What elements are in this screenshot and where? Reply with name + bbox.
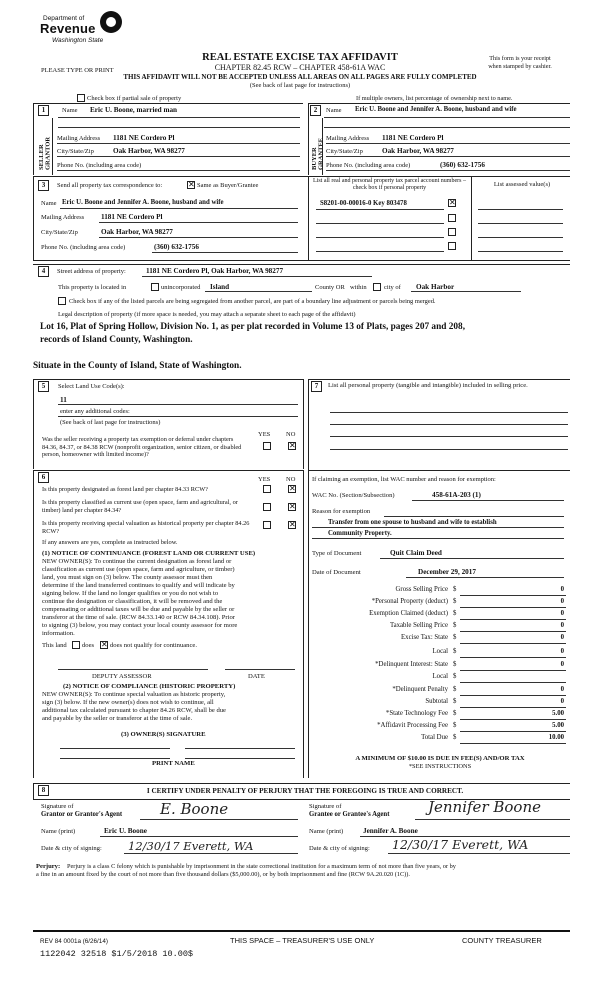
- doc-date-label: Date of Document: [312, 569, 361, 576]
- notice1-line-2: classification as current use (open space, farm and agriculture, or timber): [42, 566, 235, 573]
- personal-property-line-3: [330, 436, 568, 437]
- minimum-fee-note: A MINIMUM OF $10.00 IS DUE IN FEE(S) AND/OR TAX: [355, 755, 525, 762]
- notice1-line-7: compensating or additional taxes will be due and payable by the seller or: [42, 606, 235, 613]
- fee-value[interactable]: 0: [560, 648, 564, 655]
- parcel-header: List all real and personal property tax parcel account numbers – check box if personal property: [313, 178, 466, 192]
- sec3-divider-2: [471, 176, 472, 260]
- sec8-top-rule: [33, 783, 570, 784]
- sec5-top-rule: [33, 379, 303, 380]
- fee-label: Local: [432, 648, 448, 655]
- city-line: [411, 291, 521, 292]
- additional-codes-label: enter any additional codes:: [60, 408, 130, 415]
- fee-underline: [460, 595, 566, 596]
- parcel-line-2: [316, 223, 444, 224]
- fee-currency: $: [453, 648, 457, 655]
- parcel-1-personal-checkbox[interactable]: ✕: [449, 198, 456, 207]
- fee-value[interactable]: 5.00: [552, 722, 564, 729]
- fee-label: Exemption Claimed (deduct): [369, 610, 448, 617]
- fee-label: *Personal Property (deduct): [371, 598, 448, 605]
- grantor-name[interactable]: Eric U. Boone: [104, 827, 147, 835]
- correspondence-mailing[interactable]: 1181 NE Cordero Pl: [101, 213, 163, 221]
- deputy-assessor-line: [58, 669, 208, 670]
- wac-line: [412, 500, 564, 501]
- fee-currency: $: [453, 661, 457, 668]
- seller-name[interactable]: Eric U. Boone, married man: [90, 106, 178, 114]
- sec6-top-rule: [33, 470, 303, 471]
- buyer-name[interactable]: Eric U. Boone and Jennifer A. Boone, husband and wife: [355, 106, 517, 113]
- fee-value[interactable]: 10.00: [548, 734, 564, 741]
- notice2-line-3: additional tax calculated pursuant to chapter 84.26 RCW, shall be due: [42, 707, 226, 714]
- print-name-line-1: [60, 758, 170, 759]
- sec3-mailing-label: Mailing Address: [41, 214, 85, 221]
- notice1-line-9: to signing (3) below, you may contact your local county assessor for more: [42, 622, 238, 629]
- forest-no-checkbox[interactable]: ✕: [289, 484, 296, 493]
- notice1-line-3: land, you must sign on (3) below. The county assessor must then: [42, 574, 213, 581]
- fee-value[interactable]: 0: [560, 686, 564, 693]
- seller-mailing[interactable]: 1181 NE Cordero Pl: [113, 134, 175, 142]
- sec1-phone-label: Phone No. (including area code): [57, 162, 142, 169]
- personal-property-label: List all personal property (tangible and intangible) included in selling price.: [328, 382, 528, 389]
- notice1-line-4: determine if the land transferred continues to qualify and will indicate by: [42, 582, 235, 589]
- county-or-label: County OR: [315, 284, 345, 291]
- wac-number[interactable]: 458-61A-203 (1): [432, 491, 481, 499]
- grantor-date-label: Date & city of signing:: [41, 845, 102, 852]
- forest-land-question: Is this property designated as forest land per chapter 84.33 RCW?: [42, 486, 208, 493]
- seller-city-line: [57, 156, 300, 157]
- county-treasurer-label: COUNTY TREASURER: [462, 936, 542, 945]
- form-revision: REV 84 0001a (6/26/14): [40, 938, 108, 945]
- sec6-no-header: NO: [286, 476, 296, 483]
- buyer-phone[interactable]: (360) 632-1756: [440, 161, 485, 169]
- fee-value[interactable]: 0: [560, 661, 564, 668]
- fee-currency: $: [453, 734, 457, 741]
- sec3-divider: [308, 176, 309, 260]
- sec4-number: 4: [38, 266, 49, 277]
- sec3-city-label: City/State/Zip: [41, 229, 78, 236]
- buyer-city-line: [326, 156, 570, 157]
- notice1-line-10: information.: [42, 630, 75, 637]
- parcel-line-4: [316, 251, 444, 252]
- fee-table: [320, 586, 570, 746]
- sec2-side-divider: [322, 118, 323, 175]
- owner-signature-line-1: [60, 748, 170, 749]
- fee-underline: [460, 707, 566, 708]
- parcel-3-personal-checkbox[interactable]: [448, 228, 456, 236]
- grantor-sig-label-2: Grantor or Grantor's Agent: [41, 811, 123, 818]
- buyer-mailing[interactable]: 1181 NE Cordero Pl: [382, 134, 444, 142]
- page-title: REAL ESTATE EXCISE TAX AFFIDAVIT: [202, 52, 398, 63]
- perjury-label: Perjury:: [36, 863, 61, 870]
- grantee-sig-label-1: Signature of: [309, 803, 342, 810]
- sec3-number: 3: [38, 180, 49, 191]
- fee-label: *Delinquent Penalty: [392, 686, 448, 693]
- buyer-name-line-2: [324, 127, 570, 128]
- sec2-left-border: [308, 103, 309, 175]
- fee-underline: [460, 695, 566, 696]
- historic-no-checkbox[interactable]: ✕: [289, 520, 296, 529]
- fee-value[interactable]: 0: [560, 622, 564, 629]
- sec7-top-rule: [308, 379, 570, 380]
- fee-label: Total Due: [421, 734, 448, 741]
- recording-stamp: 1122042 32518 $1/5/2018 10.00$: [40, 949, 194, 959]
- sec3-bottom-rule: [33, 260, 570, 261]
- grantee-sig-label-2: Grantee or Grantee's Agent: [309, 811, 390, 818]
- unincorporated-label: unincorporated: [161, 284, 201, 291]
- personal-property-line-4: [330, 449, 568, 450]
- county-line: [205, 291, 312, 292]
- fee-currency: $: [453, 698, 457, 705]
- fee-underline: [460, 619, 566, 620]
- dept-line-2: Revenue: [40, 21, 96, 36]
- if-yes-note: If any answers are yes, complete as instructed below.: [42, 539, 178, 546]
- treasurer-space-label: THIS SPACE – TREASURER'S USE ONLY: [230, 936, 375, 945]
- fee-label: *Affidavit Processing Fee: [377, 722, 448, 729]
- property-county[interactable]: Island: [210, 283, 230, 291]
- parcel-2-personal-checkbox[interactable]: [448, 214, 456, 222]
- notice2-line-4: and payable by the seller or transferor at the time of sale.: [42, 715, 193, 722]
- does-not-label: does not qualify for continuance.: [110, 642, 197, 649]
- grantor-date-line: [124, 853, 298, 854]
- legal-description-line-1[interactable]: Lot 16, Plat of Spring Hollow, Division No. 1, as per plat recorded in Volume 13 of Plats, pages 207 and 208,: [40, 322, 466, 332]
- does-qualify-checkbox[interactable]: [72, 641, 80, 649]
- grantor-signature[interactable]: E. Boone: [160, 800, 229, 818]
- sec6-right-border: [303, 470, 304, 778]
- perjury-certification: I CERTIFY UNDER PENALTY OF PERJURY THAT THE FOREGOING IS TRUE AND CORRECT.: [146, 787, 464, 795]
- buyer-side-label: BUYER GRANTEE: [311, 137, 325, 170]
- exemption-reason-1[interactable]: Transfer from one spouse to husband and wife to establish: [328, 519, 497, 526]
- multiple-owners-note: If multiple owners, list percentage of ownership next to name.: [356, 95, 513, 102]
- sec7-number: 7: [311, 381, 322, 392]
- assessed-line-4: [478, 251, 563, 252]
- wac-label: WAC No. (Section/Subsection): [312, 492, 395, 499]
- receipt-note-1: This form is your receipt: [489, 55, 551, 62]
- fee-row: [320, 661, 570, 671]
- grantor-date-city[interactable]: 12/30/17 Everett, WA: [128, 839, 254, 853]
- notice1-line-8: transferor at the time of sale. (RCW 84.33.140 or RCW 84.34.108). Prior: [42, 614, 235, 621]
- fee-row: [320, 586, 570, 596]
- fee-value[interactable]: 0: [560, 610, 564, 617]
- current-use-question: Is this property classified as current use (open space, farm and agricultural, or timber) land per chapter 84.34?: [42, 499, 238, 514]
- sec3-phone-line: [152, 252, 298, 253]
- seller-name-line: [58, 117, 300, 118]
- parcel-line-3: [316, 237, 444, 238]
- fee-row: [320, 648, 570, 658]
- city-of-label: city of: [384, 284, 401, 291]
- does-not-qualify-checkbox[interactable]: ✕: [101, 640, 108, 649]
- sec8-left-border: [33, 783, 34, 799]
- land-use-label: Select Land Use Code(s):: [58, 383, 125, 390]
- sec5-left-border: [33, 379, 34, 469]
- partial-sale-label: Check box if partial sale of property: [87, 95, 182, 102]
- seller-name-line-2: [58, 127, 300, 128]
- perjury-text-2: a fine in an amount fixed by the court of not more than five thousand dollars ($5,000.00), or by both imprisonment and fine (RCW 9A.20.020 (1C)).: [36, 871, 410, 878]
- current-use-no-checkbox[interactable]: ✕: [289, 502, 296, 511]
- exemption-claim-label: If claiming an exemption, list WAC number and reason for exemption:: [312, 476, 496, 483]
- legal-description-label: Legal description of property (if more space is needed, you may attach a separate sheet to each page of the affidavit): [58, 311, 356, 318]
- fee-underline: [460, 670, 566, 671]
- notice2-title: (2) NOTICE OF COMPLIANCE (HISTORIC PROPERTY): [63, 683, 236, 690]
- notice1-line-6: continue the designation or classification, it will be removed and the: [42, 598, 223, 605]
- does-label: does: [82, 642, 95, 649]
- sec4-top-rule: [33, 264, 570, 265]
- grantor-sig-label-1: Signature of: [41, 803, 74, 810]
- fee-underline: [460, 719, 566, 720]
- fee-row: [320, 710, 570, 720]
- fee-label: Taxable Selling Price: [389, 622, 448, 629]
- assessed-line-3: [478, 237, 563, 238]
- doc-type-line: [380, 558, 564, 559]
- perjury-text-1: Perjury is a class C felony which is punishable by imprisonment in the state correctional institution for a maximum term of not more than five years, or by: [67, 863, 456, 870]
- deputy-assessor-label: DEPUTY ASSESSOR: [92, 673, 152, 680]
- partial-sale-checkbox[interactable]: [77, 94, 85, 102]
- see-instructions-note: *SEE INSTRUCTIONS: [408, 763, 472, 770]
- grantor-name-line: [100, 836, 298, 837]
- sec6-yes-header: YES: [258, 476, 271, 483]
- notice2-line-1: NEW OWNER(S): To continue special valuation as historic property,: [42, 691, 226, 698]
- fee-underline: [460, 731, 566, 732]
- grantee-sig-line: [415, 819, 570, 820]
- grantor-sig-line: [140, 819, 298, 820]
- sec5-see-back: (See back of last page for instructions): [60, 419, 161, 426]
- footer-rule: [33, 930, 570, 932]
- sec3-name-line: [60, 208, 298, 209]
- fee-row: [320, 722, 570, 732]
- sec1-top-rule: [33, 103, 303, 104]
- sec5-no-header: NO: [286, 431, 296, 438]
- dor-logo-mark-inner: [106, 17, 116, 27]
- grantee-name-label: Name (print): [309, 828, 344, 835]
- street-label: Street address of property:: [57, 268, 126, 275]
- fee-label: *Delinquent Interest: State: [375, 661, 448, 668]
- sec1-mailing-label: Mailing Address: [57, 135, 101, 142]
- correspondence-city[interactable]: Oak Harbor, WA 98277: [101, 228, 173, 236]
- sec3-mailing-line: [99, 222, 298, 223]
- sec3-phone-label: Phone No. (including area code): [41, 244, 126, 251]
- fee-value[interactable]: 0: [560, 598, 564, 605]
- located-in-label: This property is located in: [58, 284, 127, 291]
- fee-value[interactable]: 0: [560, 586, 564, 593]
- fee-currency: $: [453, 586, 457, 593]
- sec1-side-divider: [52, 118, 53, 175]
- sec2-number: 2: [310, 105, 321, 116]
- sec6-number: 6: [38, 472, 49, 483]
- sec1-left-border: [33, 103, 34, 175]
- exemption-no-checkbox[interactable]: ✕: [289, 441, 296, 450]
- reason-line-1: [312, 527, 564, 528]
- exemption-yes-checkbox[interactable]: [263, 442, 271, 450]
- same-as-buyer-checkbox[interactable]: ✕: [188, 180, 195, 189]
- owner-signature-line-2: [185, 748, 295, 749]
- this-land-label: This land: [42, 642, 67, 649]
- buyer-mailing-line: [326, 143, 570, 144]
- segregated-checkbox[interactable]: [58, 297, 66, 305]
- fee-currency: $: [453, 622, 457, 629]
- reason-line-2: [312, 538, 564, 539]
- completion-warning: THIS AFFIDAVIT WILL NOT BE ACCEPTED UNLESS ALL AREAS ON ALL PAGES ARE FULLY COMPLETED: [123, 73, 477, 81]
- fee-row: [320, 698, 570, 708]
- chapter-ref: CHAPTER 82.45 RCW – CHAPTER 458-61A WAC: [214, 63, 386, 72]
- historic-yes-checkbox[interactable]: [263, 521, 271, 529]
- reason-line-0: [384, 516, 564, 517]
- fee-underline: [460, 743, 566, 744]
- fee-currency: $: [453, 710, 457, 717]
- grantee-name[interactable]: Jennifer A. Boone: [363, 827, 418, 835]
- sec1-city-label: City/State/Zip: [57, 148, 94, 155]
- sec7-exemption-rule: [308, 470, 570, 471]
- sec2-name-label: Name: [326, 107, 342, 114]
- historic-question: Is this property receiving special valuation as historical property per chapter 84.26 RCW?: [42, 520, 250, 535]
- buyer-city[interactable]: Oak Harbor, WA 98277: [382, 147, 454, 155]
- sec2-city-label: City/State/Zip: [326, 148, 363, 155]
- grantee-date-label: Date & city of signing:: [309, 845, 370, 852]
- send-to-label: Send all property tax correspondence to:: [57, 182, 163, 189]
- fee-underline: [460, 682, 566, 683]
- fee-row: [320, 610, 570, 620]
- fee-label: Subtotal: [425, 698, 448, 705]
- sec3-city-line: [99, 237, 298, 238]
- sec7-left-border: [308, 379, 309, 778]
- personal-property-line-2: [330, 424, 568, 425]
- personal-property-line-1: [330, 412, 568, 413]
- assessed-line-1: [478, 209, 563, 210]
- fee-underline: [460, 643, 566, 644]
- seller-phone-line: [57, 170, 300, 171]
- segregated-label: Check box if any of the listed parcels are being segregated from another parcel, are part of a boundary line adjustment or parcels being merged.: [69, 298, 436, 305]
- sec5-number: 5: [38, 381, 49, 392]
- print-name-label: PRINT NAME: [152, 760, 195, 767]
- sec2-phone-label: Phone No. (including area code): [326, 162, 411, 169]
- print-name-line-2: [185, 758, 295, 759]
- fee-value[interactable]: 0: [560, 634, 564, 641]
- exemption-reason-2[interactable]: Community Property.: [328, 530, 392, 537]
- property-street[interactable]: 1181 NE Cordero Pl, Oak Harbor, WA 98277: [146, 267, 284, 275]
- fee-label: Excise Tax: State: [401, 634, 448, 641]
- document-date[interactable]: December 29, 2017: [418, 568, 476, 576]
- dor-logo: [40, 11, 140, 51]
- receipt-note-2: when stamped by cashier.: [488, 63, 552, 70]
- within-label: within: [350, 284, 367, 291]
- fee-label: Gross Selling Price: [395, 586, 448, 593]
- fee-row: [320, 598, 570, 608]
- fee-underline: [460, 631, 566, 632]
- sec5-right-border: [303, 379, 304, 469]
- owner-signature-label: (3) OWNER(S) SIGNATURE: [121, 731, 206, 738]
- dept-line-1: Department of: [43, 15, 85, 22]
- seller-city[interactable]: Oak Harbor, WA 98277: [113, 147, 185, 155]
- legal-description-line-3[interactable]: Situate in the County of Island, State of Washington.: [33, 361, 242, 371]
- fee-row: [320, 686, 570, 696]
- type-or-print: PLEASE TYPE OR PRINT: [41, 67, 114, 74]
- fee-row: [320, 673, 570, 683]
- assessed-line-2: [478, 223, 563, 224]
- deputy-date-line: [225, 669, 295, 670]
- property-city[interactable]: Oak Harbor: [416, 283, 455, 291]
- sec1-number: 1: [38, 105, 49, 116]
- correspondence-name[interactable]: Eric U. Boone and Jennifer A. Boone, husband and wife: [62, 199, 224, 206]
- parcel-line-1: [316, 209, 444, 210]
- sec8-number: 8: [38, 785, 49, 796]
- notice1-line-1: NEW OWNER(S): To continue the current designation as forest land or: [42, 558, 232, 565]
- fee-currency: $: [453, 673, 457, 680]
- fee-value[interactable]: 5.00: [552, 710, 564, 717]
- notice1-title: (1) NOTICE OF CONTINUANCE (FOREST LAND OR CURRENT USE): [42, 550, 256, 557]
- fee-underline: [460, 607, 566, 608]
- fee-currency: $: [453, 610, 457, 617]
- additional-codes-line: [58, 416, 298, 417]
- grantee-signature[interactable]: Jennifer Boone: [428, 798, 541, 816]
- fee-row: [320, 634, 570, 644]
- street-line: [142, 276, 372, 277]
- seller-mailing-line: [57, 143, 300, 144]
- grantee-date-line: [388, 853, 570, 854]
- fee-label: *State Technology Fee: [385, 710, 448, 717]
- sec1-name-label: Name: [62, 107, 78, 114]
- grantee-date-city[interactable]: 12/30/17 Everett, WA: [392, 837, 529, 852]
- correspondence-phone[interactable]: (360) 632-1756: [154, 243, 199, 251]
- within-city-checkbox[interactable]: [373, 283, 381, 291]
- assessed-header: List assessed value(s): [493, 181, 551, 188]
- notice2-line-2: sign (3) below. If the new owner(s) does not wish to continue, all: [42, 699, 214, 706]
- fee-currency: $: [453, 634, 457, 641]
- fee-row: [320, 734, 570, 744]
- instructions-note: (See back of last page for instructions): [249, 82, 351, 89]
- land-use-line: [58, 404, 298, 405]
- fee-currency: $: [453, 686, 457, 693]
- sec3-left-border: [33, 176, 34, 260]
- fee-currency: $: [453, 722, 457, 729]
- fee-underline: [460, 657, 566, 658]
- doc-type-label: Type of Document: [312, 550, 362, 557]
- parcel-number-1[interactable]: S8201-00-00016-0 Key 803478: [320, 200, 407, 207]
- buyer-phone-line: [326, 170, 570, 171]
- parcel-4-personal-checkbox[interactable]: [448, 242, 456, 250]
- grantor-name-label: Name (print): [41, 828, 76, 835]
- land-use-code[interactable]: 11: [60, 396, 67, 404]
- seller-side-label: SELLER GRANTOR: [38, 136, 52, 170]
- document-type[interactable]: Quit Claim Deed: [390, 549, 442, 557]
- sec6-left-border: [33, 470, 34, 778]
- dept-line-3: Washington State: [52, 37, 104, 44]
- sec3-top-rule: [33, 176, 570, 177]
- sec2-mailing-label: Mailing Address: [326, 135, 370, 142]
- deputy-date-label: DATE: [248, 673, 265, 680]
- exemption-question: Was the seller receiving a property tax exemption or deferral under chapters 84.36, 84.37, or 84.38 RCW (nonprofit organization, senior citizen, or disabled person, homeowner with limited income)?: [42, 436, 242, 459]
- same-as-buyer-label: Same as Buyer/Grantee: [197, 182, 259, 189]
- forest-yes-checkbox[interactable]: [263, 485, 271, 493]
- fee-row: [320, 622, 570, 632]
- legal-description-line-2[interactable]: records of Island County, Washington.: [40, 335, 193, 345]
- fee-label: Local: [432, 673, 448, 680]
- reason-label: Reason for exemption: [312, 508, 371, 515]
- fee-value[interactable]: 0: [560, 698, 564, 705]
- unincorporated-checkbox[interactable]: [151, 283, 159, 291]
- notice1-line-5: signing below. If the land no longer qualifies or you do not wish to: [42, 590, 219, 597]
- buyer-name-line: [324, 117, 570, 118]
- sec5-yes-header: YES: [258, 431, 271, 438]
- fee-currency: $: [453, 598, 457, 605]
- doc-date-line: [406, 577, 564, 578]
- sec3-name-label: Name: [41, 200, 57, 207]
- sec2-top-rule: [308, 103, 570, 104]
- current-use-yes-checkbox[interactable]: [263, 503, 271, 511]
